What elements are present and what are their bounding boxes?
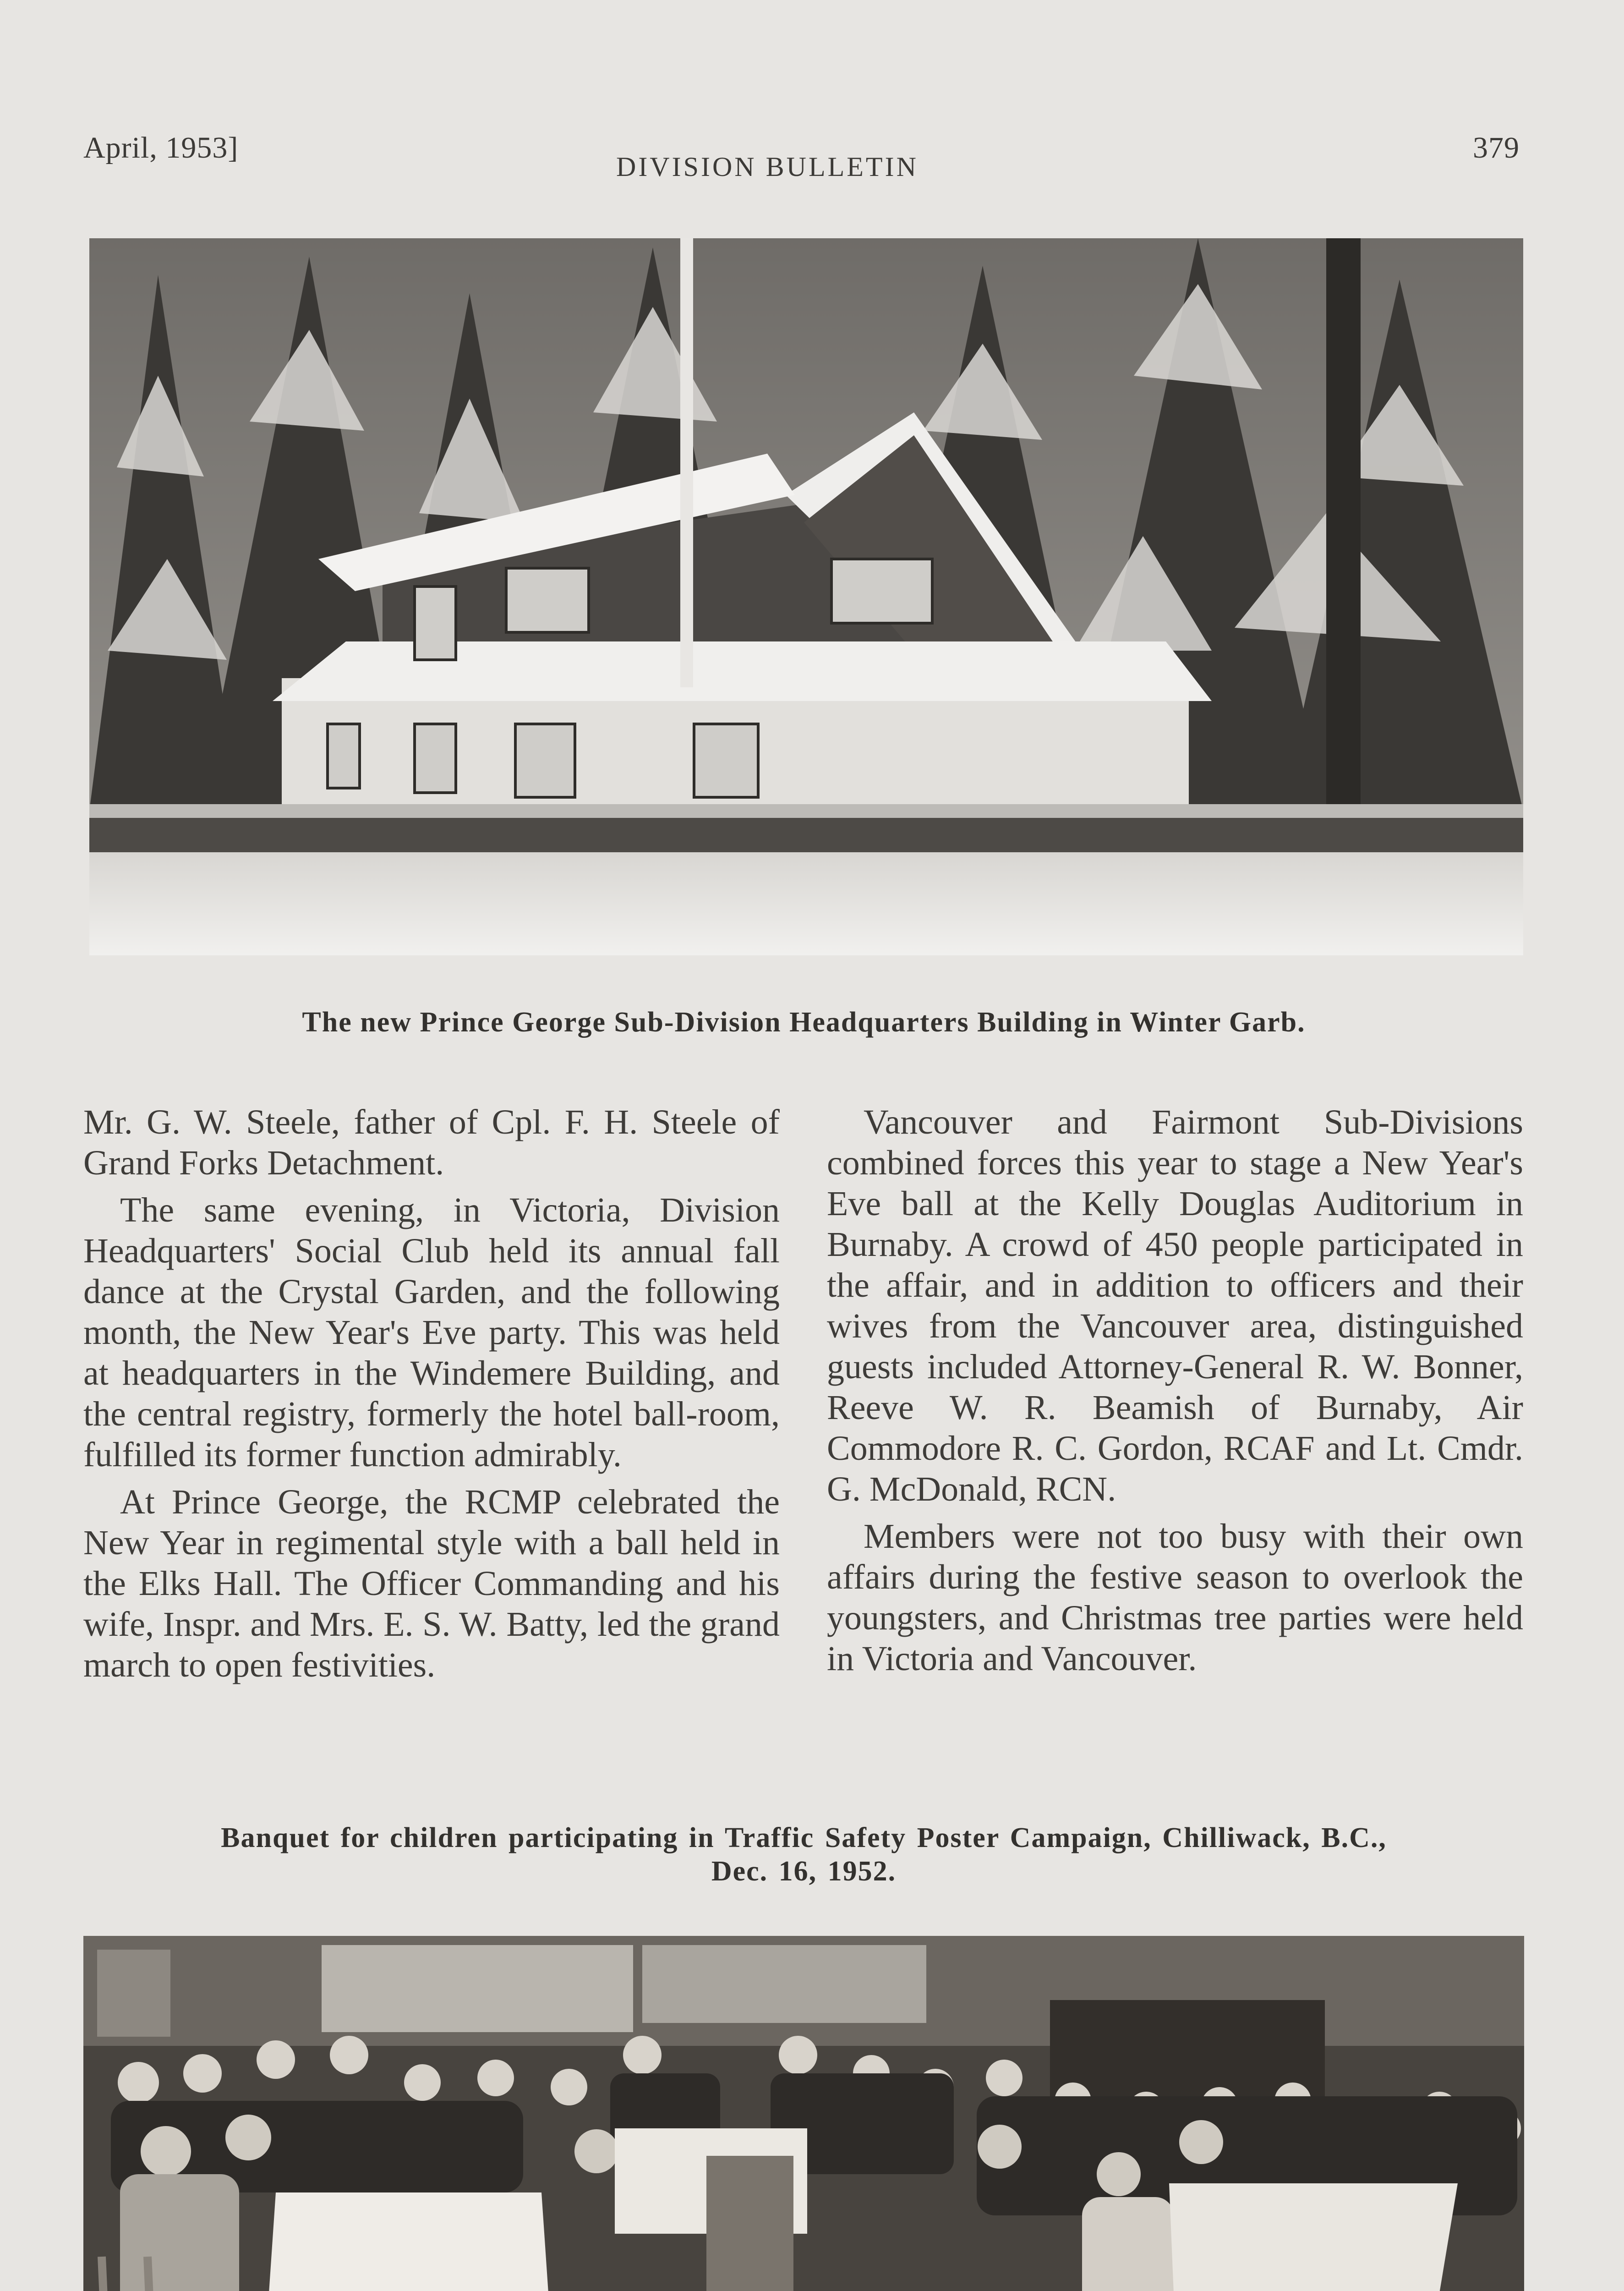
right-column xyxy=(827,1102,1523,1679)
banquet-photo-caption xyxy=(83,1821,1524,1888)
banquet-caption-line-1: Banquet for children participating in Traffic Safety Poster Campaign, Chilliwack, B.C., xyxy=(221,1822,1387,1853)
publication-title: DIVISION BULLETIN xyxy=(616,152,919,182)
house-photo-image xyxy=(89,238,1523,955)
right-paragraph-2: Members were not too busy with their own affairs during the festive season to overlook the youngsters, and Christmas tree parties were held in Victoria and Vancouver. xyxy=(827,1517,1523,1678)
left-paragraph-1: Mr. G. W. Steele, father of Cpl. F. H. Steele of Grand Forks Detachment. xyxy=(83,1103,780,1182)
right-paragraph-1: Vancouver and Fairmont Sub-Divisions combined forces this year to stage a New Year's Eve ball at the Kelly Douglas Auditorium in Burnaby. A crowd of 450 people participated in the affair, and in addition to officers and their wives from the Vancouver area, distinguished guests included Attorney-General R. W. Bonner, Reeve W. R. Beamish of Burnaby, Air Commodore R. C. Gordon, RCAF and Lt. Cmdr. G. McDonald, RCN. xyxy=(827,1103,1523,1508)
house-photo xyxy=(89,238,1523,955)
left-paragraph-2: The same evening, in Victoria, Division Headquarters' Social Club held its annual fall dance at the Crystal Garden, and the following month, the New Year's Eve party. This was held at headquarters in the Windemere Building, and the central registry, formerly the hotel ball-room, fulfilled its former function admirably. xyxy=(83,1191,780,1474)
banquet-photo-image xyxy=(83,1936,1524,2291)
banquet-caption-line-2: Dec. 16, 1952. xyxy=(711,1856,897,1887)
page-number: 379 xyxy=(1473,131,1520,164)
left-column xyxy=(83,1102,780,1686)
left-paragraph-3: At Prince George, the RCMP celebrated the New Year in regimental style with a ball held in the Elks Hall. The Officer Commanding and his wife, Inspr. and Mrs. E. S. W. Batty, led the grand march to open festivities. xyxy=(83,1483,780,1684)
issue-date: April, 1953] xyxy=(83,131,239,164)
house-photo-caption: The new Prince George Sub-Division Headquarters Building in Winter Garb. xyxy=(302,1007,1306,1038)
banquet-photo xyxy=(83,1936,1524,2291)
